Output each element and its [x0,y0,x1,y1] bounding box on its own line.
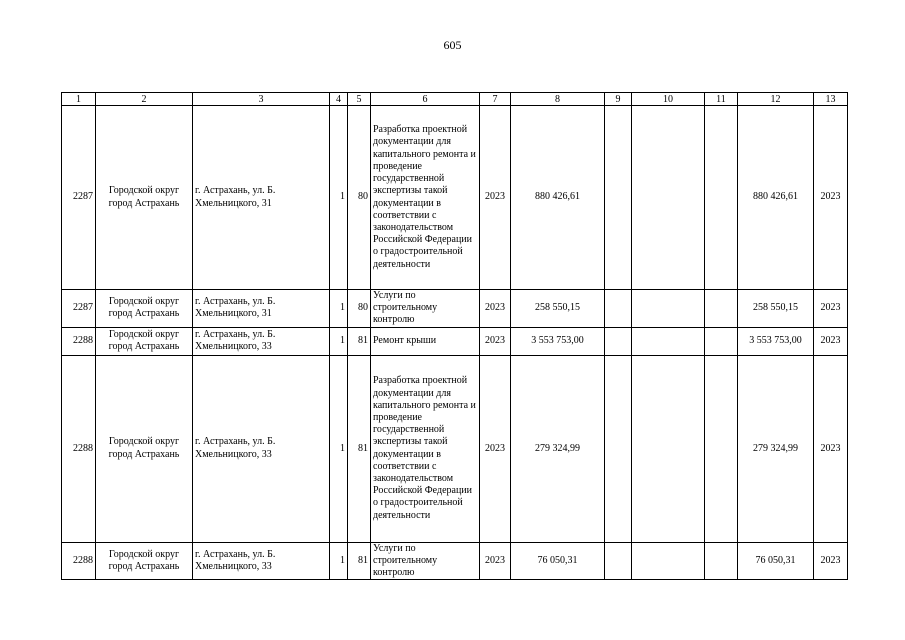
row-number: 2288 [62,327,96,355]
address-cell: г. Астрахань, ул. Б. Хмельницкого, 33 [193,355,330,542]
work-type-cell: Услуги по строительному контролю [371,542,480,580]
column-12-cell: 76 050,31 [738,542,814,580]
address-cell: г. Астрахань, ул. Б. Хмельницкого, 31 [193,290,330,328]
column-5-cell: 81 [348,327,371,355]
table-row [62,542,848,580]
column-4-cell: 1 [330,355,348,542]
year-cell: 2023 [480,355,511,542]
column-11-cell [705,106,738,290]
table-row [62,106,848,290]
column-13-cell: 2023 [814,106,848,290]
cost-cell: 279 324,99 [511,355,605,542]
table-row [62,290,848,328]
column-11-cell [705,327,738,355]
column-10-cell [632,542,705,580]
work-type-cell: Разработка проектной документации для капитального ремонта и проведение государственной экспертизы такой документации в соответствии с законодательством Российской Федерации о градостроительной деятельности [371,355,480,542]
municipality-cell: Городской округ город Астрахань [96,542,193,580]
cost-cell: 880 426,61 [511,106,605,290]
column-10-cell [632,327,705,355]
column-11-cell [705,355,738,542]
column-9-cell [605,355,632,542]
column-header: 11 [705,93,738,106]
cost-cell: 3 553 753,00 [511,327,605,355]
column-5-cell: 80 [348,106,371,290]
cost-cell: 76 050,31 [511,542,605,580]
column-header: 10 [632,93,705,106]
column-header: 7 [480,93,511,106]
column-header: 9 [605,93,632,106]
table-row [62,327,848,355]
cost-cell: 258 550,15 [511,290,605,328]
municipality-cell: Городской округ город Астрахань [96,327,193,355]
municipality-cell: Городской округ город Астрахань [96,290,193,328]
column-4-cell: 1 [330,106,348,290]
column-5-cell: 80 [348,290,371,328]
year-cell: 2023 [480,106,511,290]
column-12-cell: 3 553 753,00 [738,327,814,355]
column-12-cell: 880 426,61 [738,106,814,290]
column-13-cell: 2023 [814,542,848,580]
column-header: 4 [330,93,348,106]
column-12-cell: 258 550,15 [738,290,814,328]
municipality-cell: Городской округ город Астрахань [96,355,193,542]
column-9-cell [605,290,632,328]
column-4-cell: 1 [330,327,348,355]
year-cell: 2023 [480,327,511,355]
column-5-cell: 81 [348,355,371,542]
column-10-cell [632,355,705,542]
column-10-cell [632,290,705,328]
column-header: 1 [62,93,96,106]
address-cell: г. Астрахань, ул. Б. Хмельницкого, 31 [193,106,330,290]
column-13-cell: 2023 [814,327,848,355]
year-cell: 2023 [480,290,511,328]
column-header: 12 [738,93,814,106]
address-cell: г. Астрахань, ул. Б. Хмельницкого, 33 [193,542,330,580]
column-9-cell [605,327,632,355]
header-row [62,93,848,106]
row-number: 2288 [62,355,96,542]
row-number: 2287 [62,106,96,290]
column-4-cell: 1 [330,542,348,580]
column-13-cell: 2023 [814,290,848,328]
column-9-cell [605,542,632,580]
column-header: 3 [193,93,330,106]
year-cell: 2023 [480,542,511,580]
column-11-cell [705,290,738,328]
row-number: 2287 [62,290,96,328]
column-12-cell: 279 324,99 [738,355,814,542]
table-row [62,355,848,542]
column-9-cell [605,106,632,290]
capital-repair-table [61,92,848,580]
column-13-cell: 2023 [814,355,848,542]
work-type-cell: Услуги по строительному контролю [371,290,480,328]
column-11-cell [705,542,738,580]
row-number: 2288 [62,542,96,580]
municipality-cell: Городской округ город Астрахань [96,106,193,290]
work-type-cell: Разработка проектной документации для капитального ремонта и проведение государственной экспертизы такой документации в соответствии с законодательством Российской Федерации о градостроительной деятельности [371,106,480,290]
work-type-cell: Ремонт крыши [371,327,480,355]
column-header: 2 [96,93,193,106]
column-header: 5 [348,93,371,106]
address-cell: г. Астрахань, ул. Б. Хмельницкого, 33 [193,327,330,355]
column-4-cell: 1 [330,290,348,328]
column-header: 13 [814,93,848,106]
column-header: 6 [371,93,480,106]
column-5-cell: 81 [348,542,371,580]
column-10-cell [632,106,705,290]
page-number: 605 [443,38,462,52]
column-header: 8 [511,93,605,106]
